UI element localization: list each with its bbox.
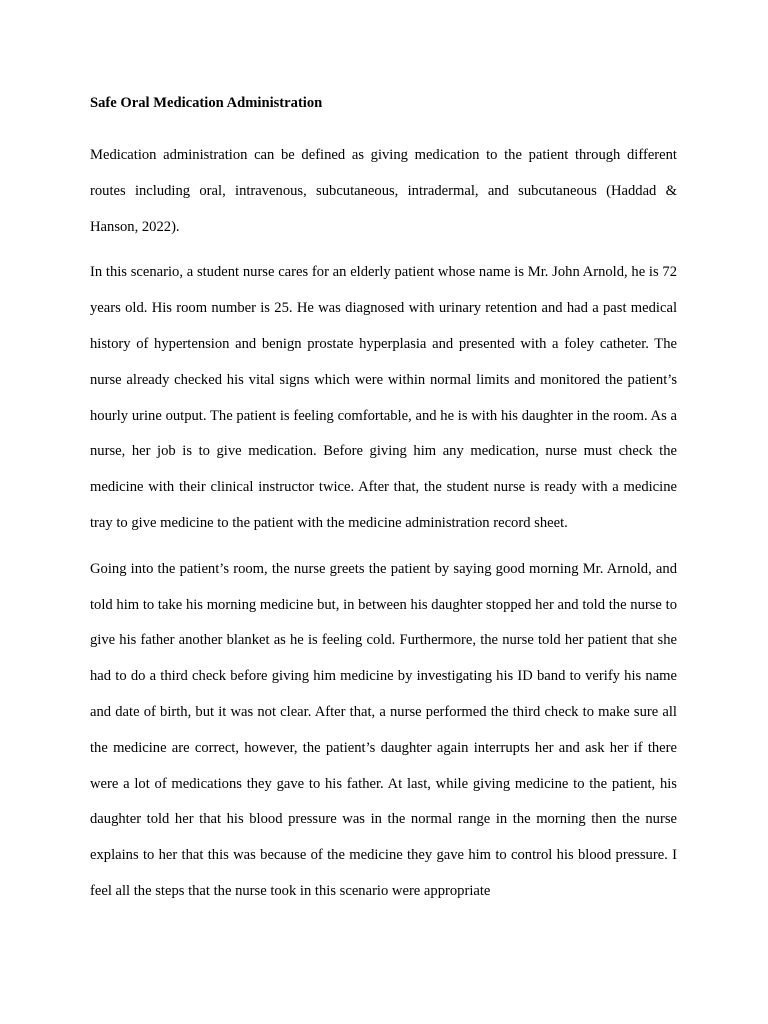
paragraph-scenario: In this scenario, a student nurse cares for an elderly patient whose name is Mr. John Arnold, he is 72 years old. His room number is 25. He was diagnosed with urinary retention and had a past medical history of hypertension and benign prostate hyperplasia and presented with a foley catheter. The nurse already checked his vital signs which were within normal limits and monitored the patient’s hourly urine output. The patient is feeling comfortable, and he is with his daughter in the room. As a nurse, her job is to give medication. Before giving him any medication, nurse must check the medicine with their clinical instructor twice. After that, the student nurse is ready with a medicine tray to give medicine to the patient with the medicine administration record sheet. [90,264,677,531]
document-title: Safe Oral Medication Administration [90,95,323,111]
document-page [90,92,677,920]
paragraph-patient-room: Going into the patient’s room, the nurse greets the patient by saying good morning Mr. Arnold, and told him to take his morning medicine but, in between his daughter stopped her and told the nurse to give his father another blanket as he is feeling cold. Furthermore, the nurse told her patient that she had to do a third check before giving him medicine by investigating his ID band to verify his name and date of birth, but it was not clear. After that, a nurse performed the third check to make sure all the medicine are correct, however, the patient’s daughter again interrupts her and ask her if there were a lot of medications they gave to his father. At last, while giving medicine to the patient, his daughter told her that his blood pressure was in the normal range in the morning then the nurse explains to her that this was because of the medicine they gave him to control his blood pressure. I feel all the steps that the nurse took in this scenario were appropriate [90,560,677,899]
paragraph-definition: Medication administration can be defined as giving medication to the patient through different routes including oral, intravenous, subcutaneous, intradermal, and subcutaneous (Haddad & Hanson, 2022). [90,147,677,235]
